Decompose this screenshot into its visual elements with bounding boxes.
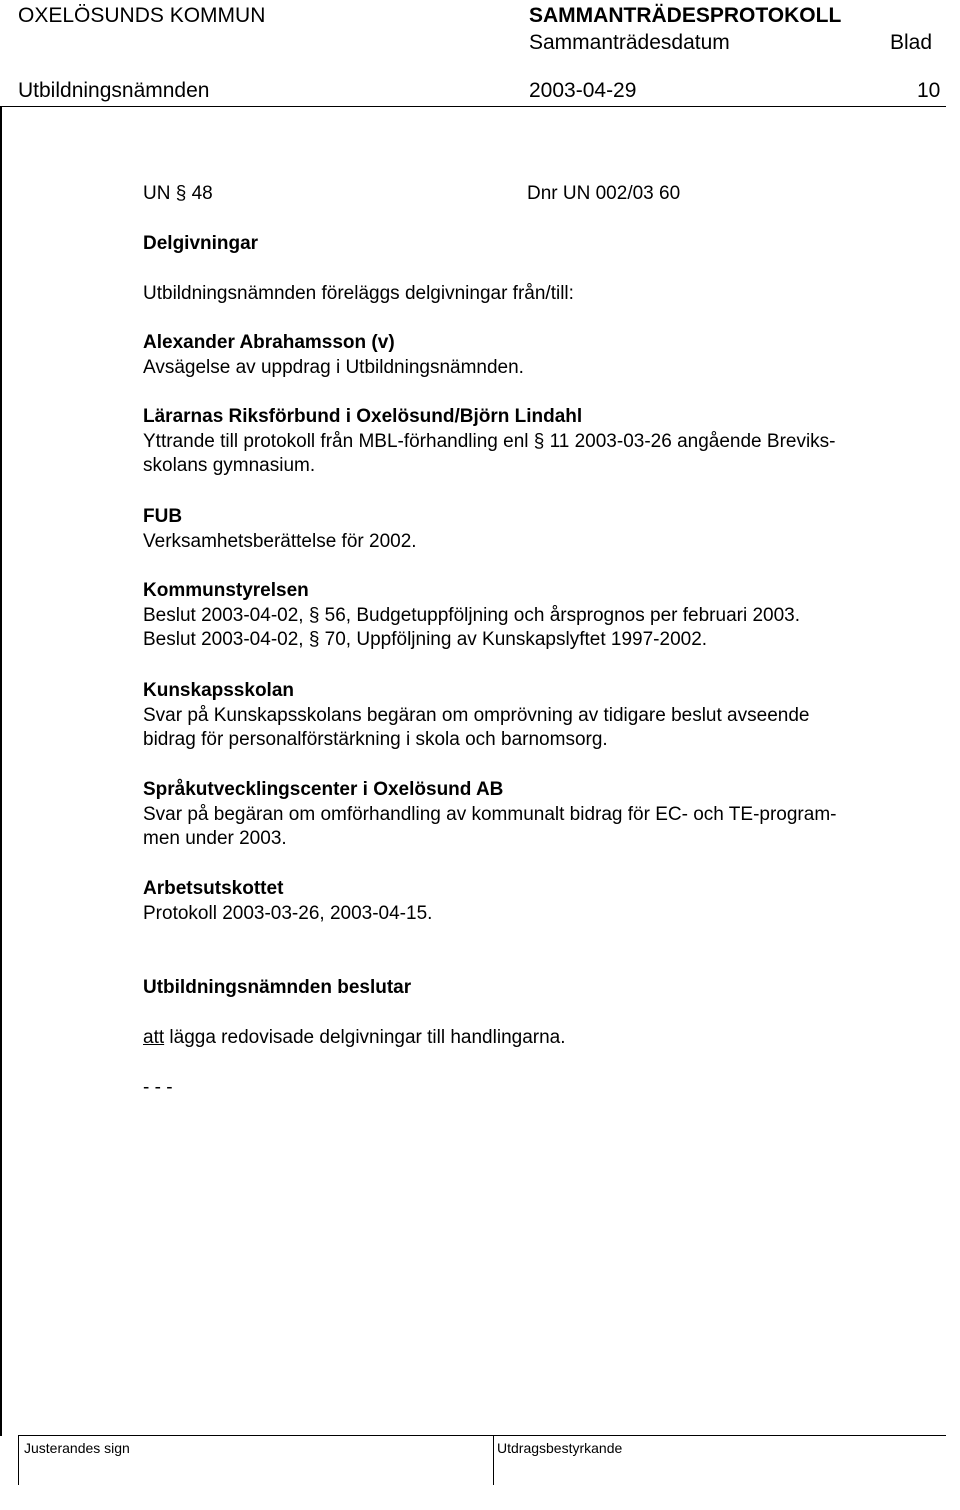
date-label: Sammanträdesdatum bbox=[529, 31, 730, 54]
item-heading: Lärarnas Riksförbund i Oxelösund/Björn Lindahl bbox=[143, 406, 583, 427]
municipality-name: OXELÖSUNDS KOMMUN bbox=[18, 4, 266, 27]
header-rule bbox=[0, 106, 946, 107]
item-line: Beslut 2003-04-02, § 56, Budgetuppföljning och årsprognos per februari 2003. bbox=[143, 604, 801, 626]
item-fub bbox=[143, 505, 943, 554]
registration-number: Dnr UN 002/03 60 bbox=[527, 183, 681, 204]
footer-rule bbox=[18, 1435, 946, 1436]
item-sprakutvecklingscenter bbox=[143, 778, 943, 852]
document-type: SAMMANTRÄDESPROTOKOLL bbox=[529, 4, 842, 27]
item-heading: FUB bbox=[143, 506, 183, 527]
certify-label: Utdragsbestyrkande bbox=[497, 1440, 623, 1456]
case-title: Delgivningar bbox=[143, 233, 259, 254]
item-line: skolans gymnasium. bbox=[143, 455, 316, 476]
end-mark: - - - bbox=[143, 1077, 173, 1098]
item-abrahamsson bbox=[143, 331, 943, 380]
item-line: Avsägelse av uppdrag i Utbildningsnämnden. bbox=[143, 356, 524, 378]
item-line: bidrag för personalförstärkning i skola och barnomsorg. bbox=[143, 729, 608, 750]
item-arbetsutskottet bbox=[143, 877, 943, 926]
case-number: UN § 48 bbox=[143, 183, 213, 204]
page-label: Blad bbox=[890, 31, 933, 54]
footer-divider bbox=[18, 1435, 19, 1485]
item-line: Protokoll 2003-03-26, 2003-04-15. bbox=[143, 902, 433, 924]
item-heading: Kunskapsskolan bbox=[143, 680, 294, 701]
decision-text bbox=[143, 1026, 566, 1051]
footer-divider bbox=[493, 1435, 494, 1485]
committee-name: Utbildningsnämnden bbox=[18, 79, 210, 102]
decision-att: att bbox=[143, 1027, 165, 1048]
item-line: Yttrande till protokoll från MBL-förhandling enl § 11 2003-03-26 angående Breviks- bbox=[143, 430, 836, 452]
case-intro: Utbildningsnämnden föreläggs delgivningar från/till: bbox=[143, 283, 574, 304]
item-heading: Alexander Abrahamsson (v) bbox=[143, 332, 395, 353]
item-kunskapsskolan bbox=[143, 679, 943, 753]
item-line: men under 2003. bbox=[143, 828, 287, 849]
item-heading: Språkutvecklingscenter i Oxelösund AB bbox=[143, 779, 504, 800]
decision-heading: Utbildningsnämnden beslutar bbox=[143, 977, 412, 998]
item-kommunstyrelsen bbox=[143, 579, 943, 653]
item-line: Beslut 2003-04-02, § 70, Uppföljning av Kunskapslyftet 1997-2002. bbox=[143, 629, 708, 650]
item-heading: Arbetsutskottet bbox=[143, 878, 284, 899]
item-line: Verksamhetsberättelse för 2002. bbox=[143, 530, 417, 552]
item-heading: Kommunstyrelsen bbox=[143, 580, 309, 601]
item-line: Svar på begäran om omförhandling av kommunalt bidrag för EC- och TE-program- bbox=[143, 803, 837, 825]
decision-body: lägga redovisade delgivningar till handlingarna. bbox=[164, 1027, 566, 1048]
page-number: 10 bbox=[917, 79, 941, 102]
left-margin-line bbox=[0, 106, 2, 1436]
item-lararnas-riksforbund bbox=[143, 405, 943, 479]
sign-label: Justerandes sign bbox=[24, 1440, 130, 1456]
meeting-date: 2003-04-29 bbox=[529, 79, 637, 102]
item-line: Svar på Kunskapsskolans begäran om omprövning av tidigare beslut avseende bbox=[143, 704, 810, 726]
